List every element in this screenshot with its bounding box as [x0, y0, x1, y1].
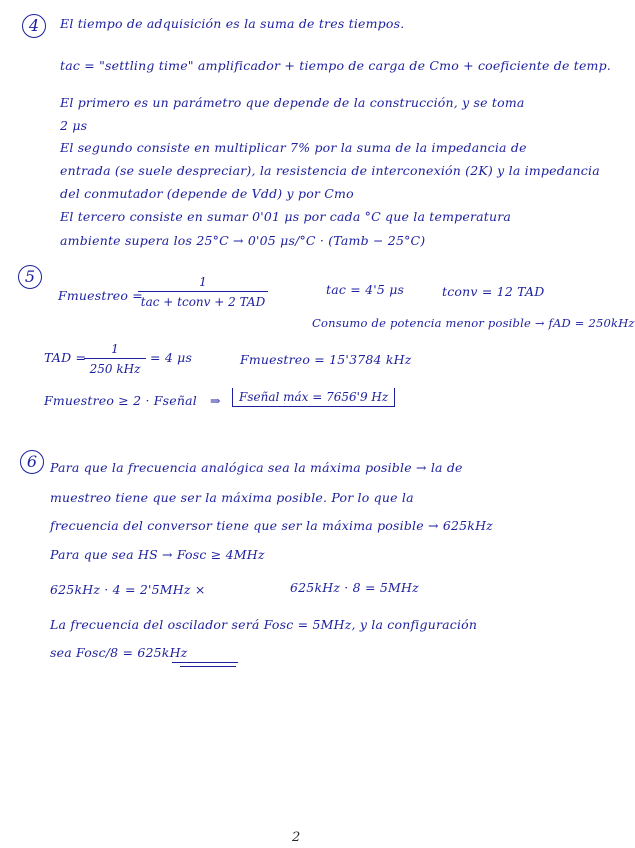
q4-line-1: El tiempo de adquisición es la suma de tres tiempos. — [60, 16, 405, 31]
fmuestreo-condition: Fmuestreo ≥ 2 · Fseñal — [44, 393, 197, 408]
q4-line-7: del conmutador (depende de Vdd) y por Cmo — [60, 186, 354, 201]
q6-line-1: Para que la frecuencia analógica sea la máxima posible → la de — [50, 460, 463, 475]
implies-arrow: ⇒ — [210, 393, 221, 408]
fmuestreo-label: Fmuestreo = — [58, 288, 143, 303]
fmuestreo-value: Fmuestreo = 15'3784 kHz — [240, 352, 412, 367]
fmuestreo-denominator: tac + tconv + 2 TAD — [140, 295, 266, 309]
q4-line-3: El primero es un parámetro que depende de la construcción, y se toma — [60, 95, 525, 110]
answer-underline — [172, 662, 238, 663]
tad-fraction — [84, 342, 146, 376]
q6-line-3: frecuencia del conversor tiene que ser la máxima posible → 625kHz — [50, 518, 493, 533]
consumo-line: Consumo de potencia menor posible → fAD = 250kHz — [312, 316, 635, 330]
tad-denominator: 250 kHz — [89, 362, 141, 376]
fseñal-max-result: Fseñal máx = 7656'9 Hz — [232, 388, 395, 407]
q4-line-9: ambiente supera los 25°C → 0'05 μs/°C · (Tamb − 25°C) — [60, 233, 426, 248]
q6-line-5: 625kHz · 4 = 2'5MHz × — [50, 582, 206, 597]
tac-value: tac = 4'5 μs — [326, 282, 405, 297]
q6-line-7: La frecuencia del oscilador será Fosc = 5MHz, y la configuración — [50, 617, 478, 632]
q4-line-6: entrada (se suele despreciar), la resistencia de interconexión (2K) y la impedancia — [60, 163, 600, 178]
tconv-value: tconv = 12 TAD — [442, 284, 545, 299]
tad-value: = 4 μs — [150, 350, 193, 365]
q4-line-5: El segundo consiste en multiplicar 7% por la suma de la impedancia de — [60, 140, 527, 155]
answer-underline-2 — [180, 666, 236, 667]
q6-line-2: muestreo tiene que ser la máxima posible. Por lo que la — [50, 490, 414, 505]
tad-numerator: 1 — [84, 342, 146, 359]
q4-line-4: 2 μs — [60, 118, 88, 133]
question-4-number: 4 — [22, 14, 46, 38]
fmuestreo-numerator: 1 — [138, 275, 268, 292]
q6-line-8: sea Fosc/8 = 625kHz — [50, 645, 188, 660]
fmuestreo-fraction — [138, 275, 268, 309]
q4-line-2: tac = "settling time" amplificador + tiempo de carga de Cmo + coeficiente de temp. — [60, 58, 611, 73]
tad-label: TAD = — [44, 350, 87, 365]
question-5-number: 5 — [18, 265, 42, 289]
page-number: 2 — [292, 830, 301, 845]
question-6-number: 6 — [20, 450, 44, 474]
q4-line-8: El tercero consiste en sumar 0'01 μs por cada °C que la temperatura — [60, 209, 512, 224]
q6-line-4: Para que sea HS → Fosc ≥ 4MHz — [50, 547, 265, 562]
q6-line-6: 625kHz · 8 = 5MHz — [290, 580, 419, 595]
